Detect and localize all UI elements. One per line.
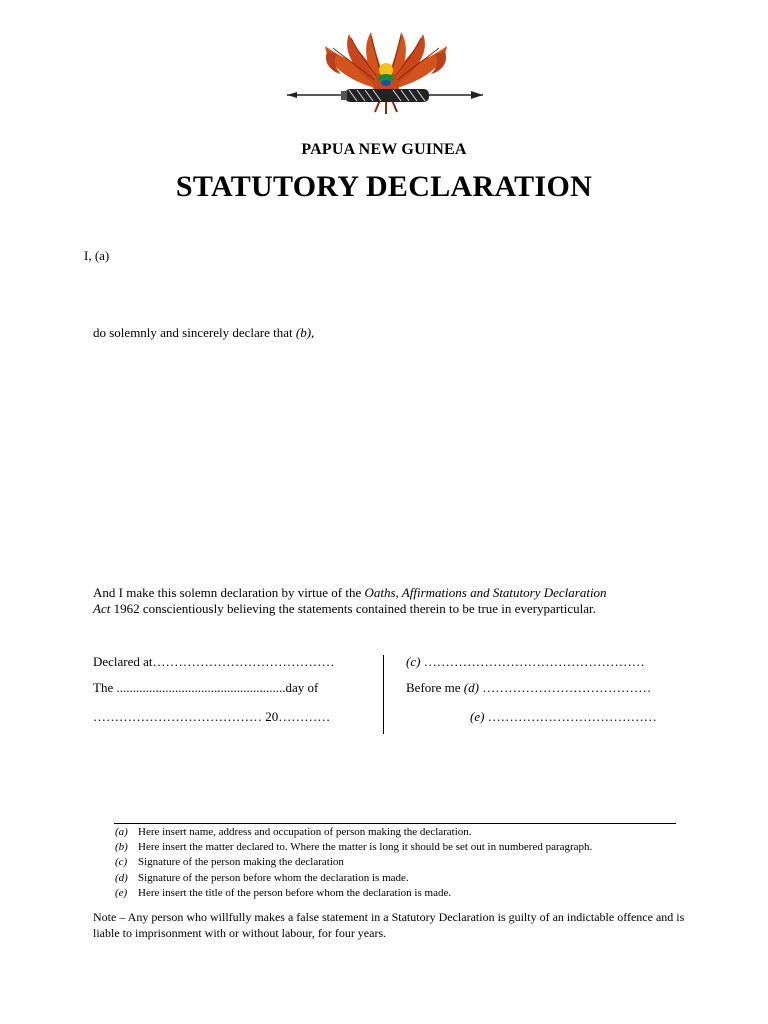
before-me-field [406,680,651,696]
footnote-label: (e) [115,886,128,899]
signature-c-field [406,654,645,670]
footnote-a [115,825,592,840]
footnote-b [115,840,592,855]
solemn-declaration-line-2 [93,601,596,617]
act-title-part-2: Act [93,601,111,616]
country-name: PAPUA NEW GUINEA [301,141,467,158]
footnote-label: (a) [115,826,128,838]
day-of-field: The ....................................................day of [93,680,319,695]
title-e-field [470,709,657,725]
declaration-text: do solemnly and sincerely declare that [93,325,293,340]
title-e-dots: ………………………………… [487,709,657,724]
footnote-label: (c) [115,856,128,869]
footnotes [115,825,592,901]
footnote-text: Here insert the matter declared to. Where the matter is long it should be set out in numbered paragraph. [138,841,593,854]
act-title-part-1: Oaths, Affirmations and Statutory Declaration [364,585,607,600]
footnote-text: Here insert name, address and occupation of person making the declaration. [138,826,472,838]
penalty-note: Note – Any person who willfully makes a false statement in a Statutory Declaration is guilty of an indictable offence and is liable to imprisonment with or without labour, for four years. [93,910,685,940]
title-e-label: (e) [470,709,485,724]
spear-and-kundu-drum [287,89,483,102]
signature-divider [383,655,384,734]
solemn-text-2: 1962 conscientiously believing the statements contained therein to be true in everyparticular. [113,601,596,616]
png-national-emblem [283,28,489,128]
footnote-label: (d) [115,871,128,884]
footnote-text: Signature of the person making the declaration [138,856,344,869]
solemn-declaration-line-1 [93,585,607,601]
declared-at-field: Declared at…………………………………… [93,654,335,669]
signature-d-dots: ………………………………… [482,680,652,695]
declaration-marker-b: (b), [295,325,315,340]
year-field: ………………………………… 20………… [93,709,331,724]
before-me-label: Before me [406,680,461,695]
declarant-prefix: I, (a) [84,248,110,263]
declaration-line [93,325,314,341]
declarant-line [84,248,109,264]
signature-d-label: (d) [463,680,479,695]
footnote-d [115,871,592,886]
footnote-label: (b) [115,841,128,854]
document-title: STATUTORY DECLARATION [175,170,593,203]
footnote-text: Here insert the title of the person before whom the declaration is made. [138,886,452,899]
footnote-c [115,855,592,870]
footnote-separator [114,823,676,824]
signature-c-dots: …………………………………………… [423,654,645,669]
footnote-e [115,886,592,901]
footnote-text: Signature of the person before whom the declaration is made. [138,871,409,884]
solemn-text-1: And I make this solemn declaration by virtue of the [93,585,362,600]
signature-c-label: (c) [406,654,421,669]
